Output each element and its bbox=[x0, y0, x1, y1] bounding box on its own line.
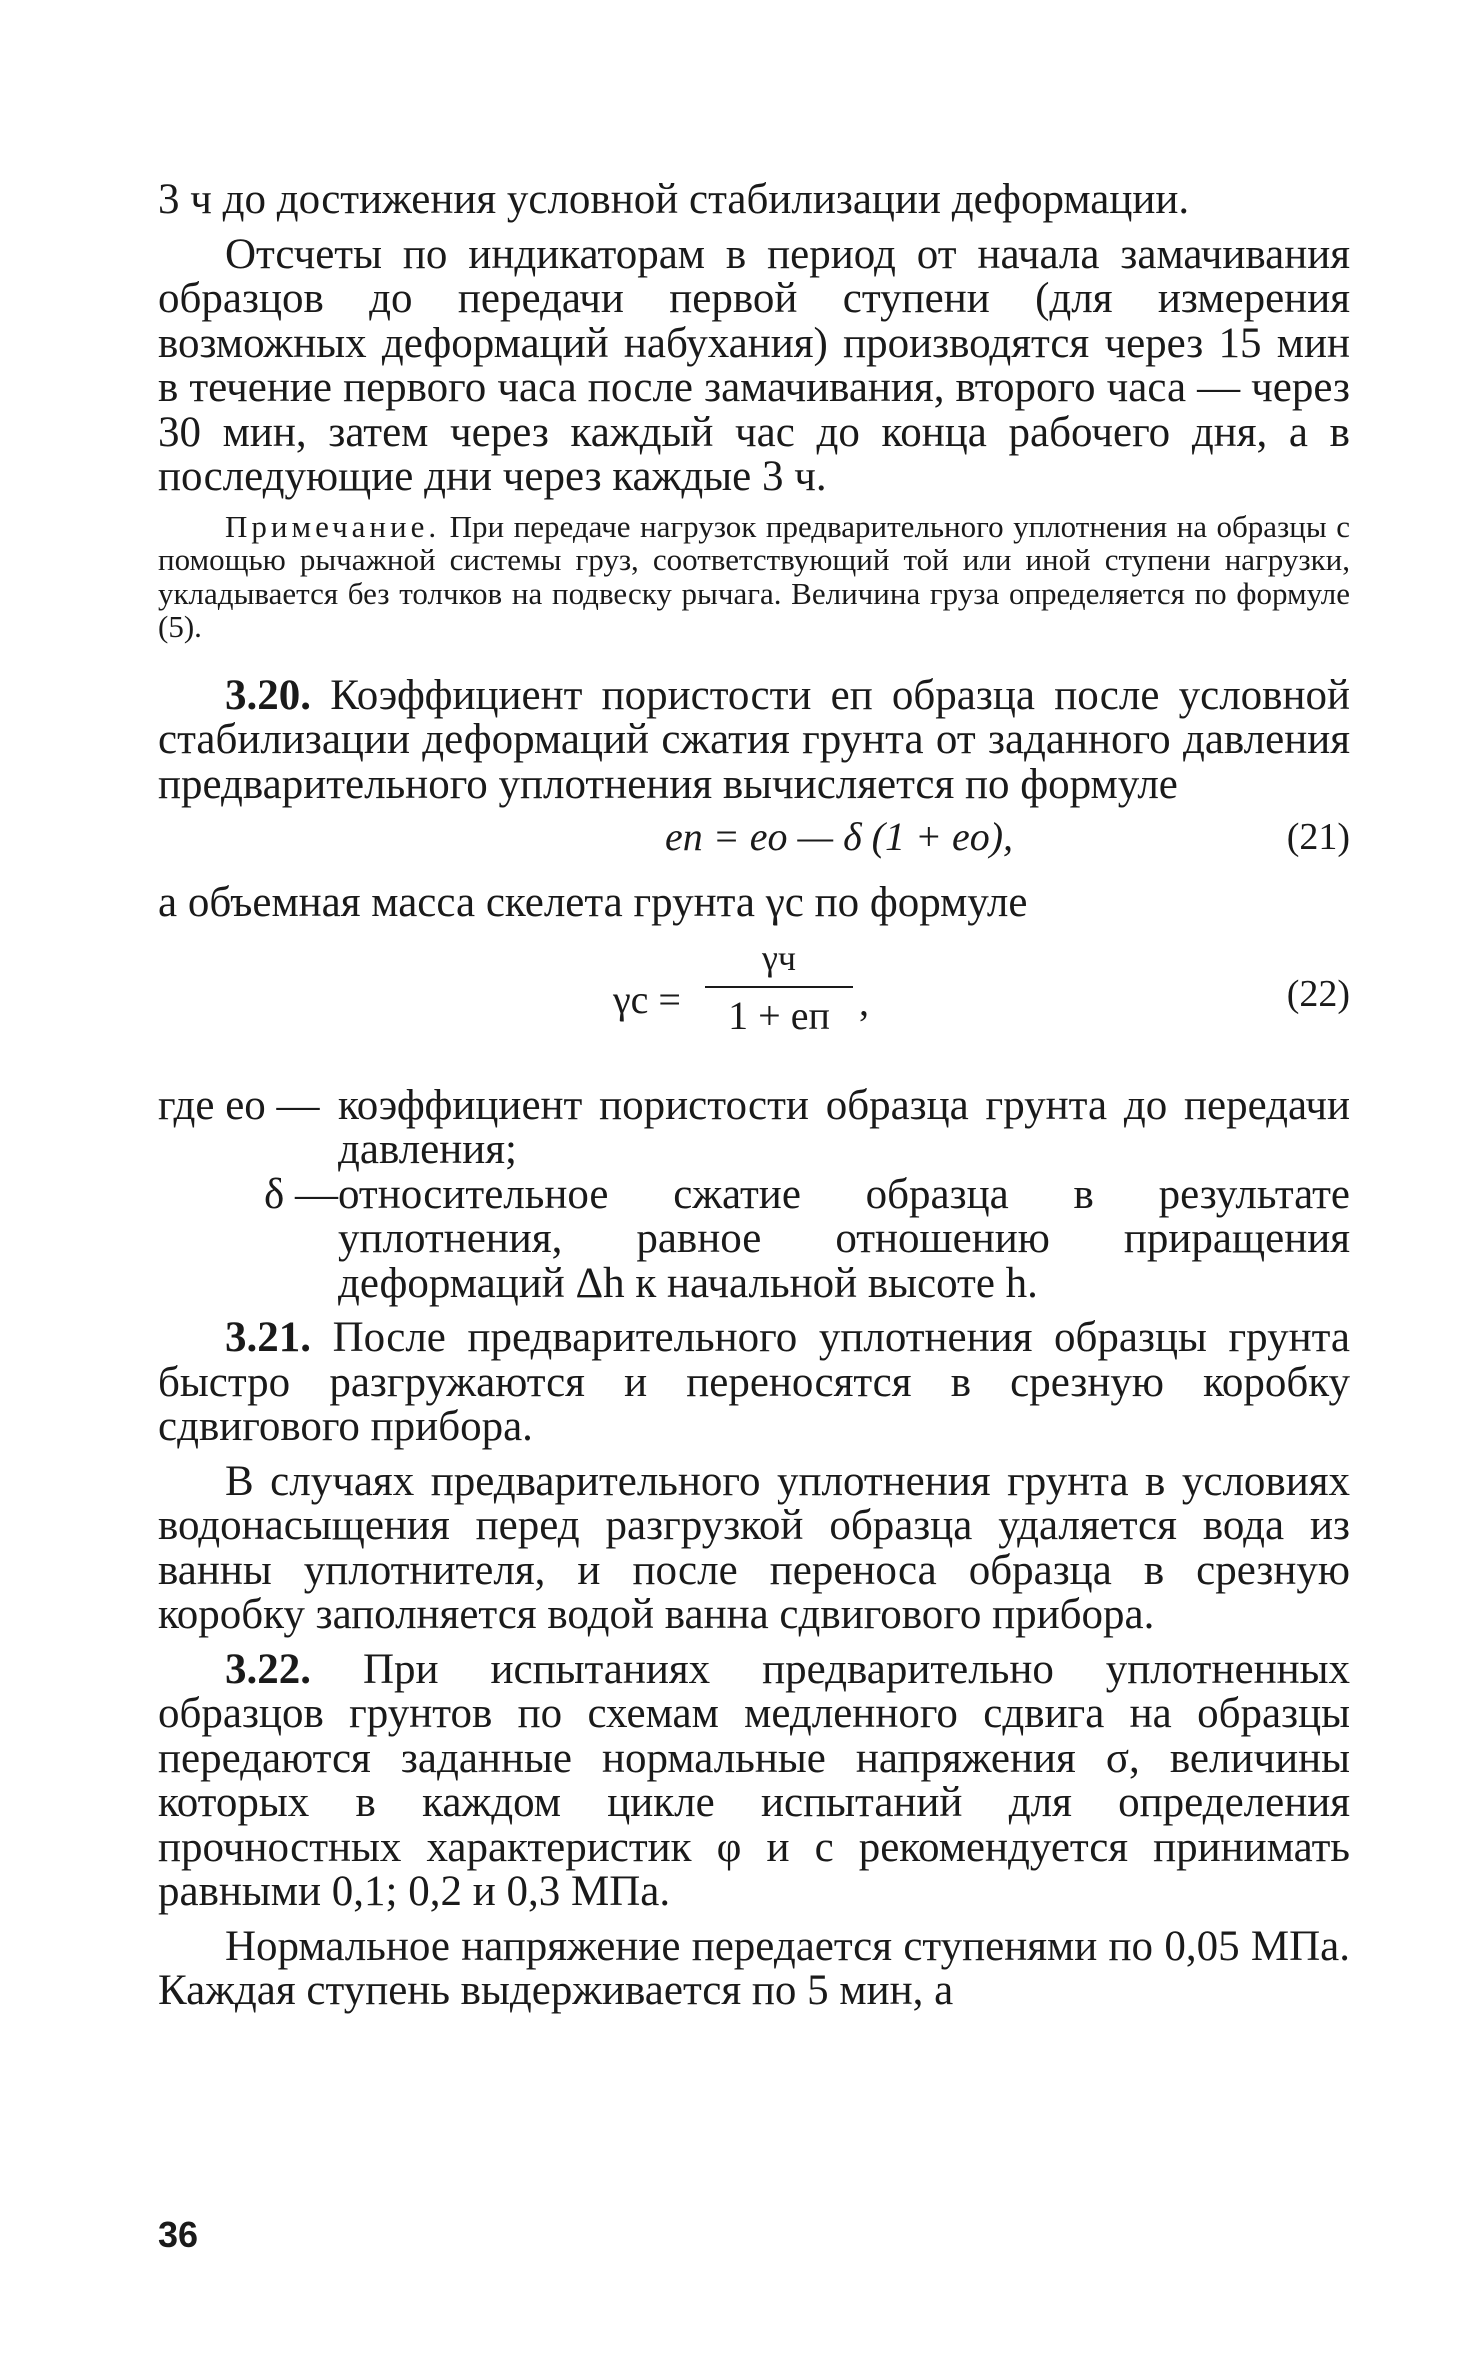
section-3-22 bbox=[158, 1645, 1350, 1915]
document-page bbox=[158, 178, 1350, 2024]
section-3-21-text: После предварительного уплотнения образцы грунта быстро разгружаются и переносятся в срезную коробку сдвигового прибора. bbox=[158, 1314, 1350, 1450]
formula-22-lhs: γс = bbox=[613, 976, 681, 1022]
formula-21-expression: eп = eо — δ (1 + eо), bbox=[665, 814, 1014, 859]
section-3-20-number: 3.20. bbox=[225, 671, 311, 719]
definitions-list bbox=[158, 1081, 1350, 1307]
formula-22-comma: , bbox=[859, 978, 869, 1024]
formula-22-fraction bbox=[705, 936, 853, 1038]
definition-delta-text: относительное сжатие образца в результате уплотнения, равное отношению приращения деформаций Δh к начальной высоте h. bbox=[338, 1170, 1350, 1307]
definition-delta-symbol: δ — bbox=[263, 1170, 338, 1218]
note-label: Примечание. bbox=[225, 508, 441, 544]
section-3-21-number: 3.21. bbox=[225, 1314, 311, 1361]
formula-22-numerator: γч bbox=[761, 937, 796, 978]
section-3-20-text: Коэффициент пористости eп образца после условной стабилизации деформаций сжатия грунта от заданного давления предварительного уплотнения вычисляется по формуле bbox=[158, 671, 1350, 808]
formula-21 bbox=[158, 813, 1350, 861]
section-3-22-text: При испытаниях предварительно уплотненных образцов грунтов по схемам медленного сдвига на образцы передаются заданные нормальные напряжения σ, величины которых в каждом цикле испытаний для определения прочностных характеристик φ и c рекомендуется принимать равными 0,1; 0,2 и 0,3 МПа. bbox=[158, 1645, 1350, 1915]
definition-delta bbox=[158, 1170, 1350, 1307]
paragraph-normal-stress: Нормальное напряжение передается ступенями по 0,05 МПа. Каждая ступень выдерживается по 5 мин, а bbox=[158, 1922, 1350, 2014]
section-3-20 bbox=[158, 671, 1350, 808]
note-text: При передаче нагрузок предварительного уплотнения на образцы с помощью рычажной системы груз, соответствующий той или иной ступени нагрузки, укладывается без толчков на подвеску рычага. Величина груза определяется по формуле (5). bbox=[158, 508, 1350, 644]
definition-e0-symbol: где eо — bbox=[158, 1081, 320, 1129]
section-3-22-number: 3.22. bbox=[225, 1645, 311, 1693]
definition-e0-text: коэффициент пористости образца грунта до передачи давления; bbox=[338, 1081, 1350, 1173]
formula-21-number: (21) bbox=[1286, 816, 1350, 858]
formula-22 bbox=[158, 936, 1350, 1066]
paragraph-skeleton-density: а объемная масса скелета грунта γс по формуле bbox=[158, 879, 1028, 926]
section-3-21 bbox=[158, 1316, 1350, 1450]
paragraph-readings: Отсчеты по индикаторам в период от начала замачивания образцов до передачи первой ступени (для измерения возможных деформаций набухания) производятся через 15 мин в течение первого часа после замачивания, второго часа — через 30 мин, затем через каждый час до конца рабочего дня, а в последующие дни через каждые 3 ч. bbox=[158, 230, 1350, 500]
paragraph-continuation: 3 ч до достижения условной стабилизации деформации. bbox=[158, 176, 1190, 223]
definition-e0 bbox=[158, 1081, 1350, 1173]
note-block bbox=[158, 510, 1350, 644]
paragraph-water-saturation: В случаях предварительного уплотнения грунта в условиях водонасыщения перед разгрузкой образца удаляется вода из ванны уплотнителя, и после переноса образца в срезную коробку заполняется водой ванна сдвигового прибора. bbox=[158, 1457, 1350, 1638]
fraction-bar bbox=[705, 986, 853, 988]
formula-22-denominator: 1 + eп bbox=[728, 992, 830, 1038]
formula-22-number: (22) bbox=[1286, 972, 1350, 1015]
page-number: 36 bbox=[158, 2214, 199, 2255]
